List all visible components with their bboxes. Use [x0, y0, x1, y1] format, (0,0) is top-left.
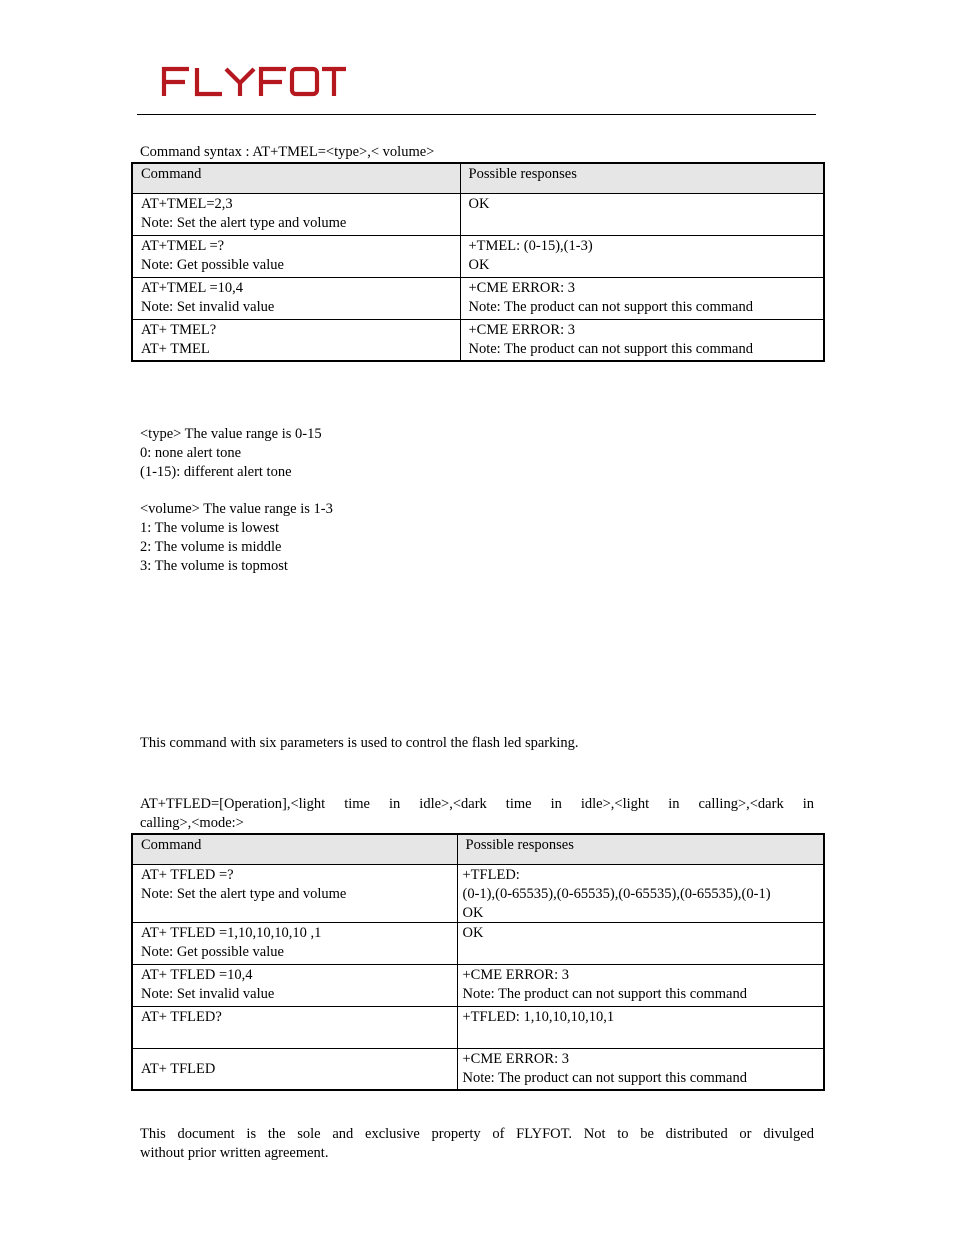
- response-text: +CME ERROR: 3: [468, 321, 575, 338]
- type-range-line: <type> The value range is 0-15: [140, 426, 322, 442]
- command-text: AT+ TFLED =1,10,10,10,10 ,1: [141, 924, 322, 941]
- response-text: +CME ERROR: 3: [462, 966, 569, 983]
- command-cell: [132, 1048, 457, 1090]
- command-text: AT+TMEL =?: [141, 237, 225, 254]
- command-cell: [132, 277, 460, 319]
- table1-caption: Command syntax : AT+TMEL=<type>,< volume>: [140, 144, 435, 160]
- table-row: [132, 1006, 824, 1048]
- column-header-responses: Possible responses: [457, 834, 824, 864]
- command-text: AT+ TFLED: [141, 1060, 216, 1077]
- response-note: Note: The product can not support this command: [468, 299, 753, 315]
- table-row: [132, 193, 824, 235]
- command-cell: [132, 964, 457, 1006]
- command-cell: [132, 319, 460, 361]
- response-cell: [460, 235, 824, 277]
- command-cell: [132, 193, 460, 235]
- table-row: [132, 235, 824, 277]
- command-note: Note: Set the alert type and volume: [141, 215, 347, 231]
- table-row: [132, 864, 824, 922]
- footer-confidentiality-notice: [140, 1125, 814, 1163]
- response-text: +TFLED: 1,10,10,10,10,1: [462, 1008, 615, 1025]
- command-text: AT+TMEL =10,4: [141, 279, 244, 296]
- table-row: [132, 964, 824, 1006]
- response-note: Note: The product can not support this command: [462, 1070, 747, 1086]
- caption-line: calling>,<mode:>: [140, 815, 244, 831]
- command-cell: [132, 235, 460, 277]
- response-cell: [460, 277, 824, 319]
- tfled-command-table: [131, 833, 825, 1091]
- command-cell: [132, 864, 457, 922]
- volume-range-line: <volume> The value range is 1-3: [140, 501, 333, 517]
- tfled-description: This command with six parameters is used to control the flash led sparking.: [140, 735, 579, 751]
- table-row: [132, 922, 824, 964]
- command-note: Note: Get possible value: [141, 944, 284, 960]
- command-note: Note: Get possible value: [141, 257, 284, 273]
- volume-value-line: 1: The volume is lowest: [140, 520, 280, 536]
- response-text: OK: [462, 924, 484, 941]
- column-header-responses: Possible responses: [460, 163, 824, 193]
- footer-line: This document is the sole and exclusive property of FLYFOT. Not to be distributed or divulged: [140, 1126, 814, 1142]
- command-note: Note: Set the alert type and volume: [141, 886, 347, 902]
- response-text: +TMEL: (0-15),(1-3): [468, 237, 593, 254]
- response-cell: [457, 922, 824, 964]
- response-text: OK: [462, 904, 484, 921]
- table-header-row: [132, 834, 824, 864]
- logo-graphic: [160, 66, 348, 98]
- command-note: Note: Set invalid value: [141, 986, 275, 1002]
- type-value-line: (1-15): different alert tone: [140, 464, 292, 480]
- command-text: AT+ TFLED =10,4: [141, 966, 253, 983]
- volume-parameter-block: [140, 500, 333, 576]
- table2-caption: [140, 795, 814, 833]
- tmel-command-table: [131, 162, 825, 362]
- flyfot-logo: [160, 66, 348, 98]
- command-text: AT+ TFLED?: [141, 1008, 222, 1025]
- command-note: Note: Set invalid value: [141, 299, 275, 315]
- command-text: AT+ TFLED =?: [141, 866, 234, 883]
- response-cell: [457, 964, 824, 1006]
- table-row: [132, 319, 824, 361]
- response-text: (0-1),(0-65535),(0-65535),(0-65535),(0-65535),(0-1): [462, 886, 771, 902]
- volume-value-line: 2: The volume is middle: [140, 539, 282, 555]
- response-cell: [457, 1048, 824, 1090]
- caption-line: AT+TFLED=[Operation],<light time in idle>,<dark time in idle>,<light in calling>,<dark in: [140, 796, 814, 812]
- header-divider: [137, 114, 816, 115]
- response-text: OK: [468, 257, 490, 273]
- footer-line: without prior written agreement.: [140, 1145, 329, 1161]
- volume-value-line: 3: The volume is topmost: [140, 558, 288, 574]
- response-text: OK: [468, 195, 490, 212]
- response-cell: [460, 193, 824, 235]
- response-cell: [457, 1006, 824, 1048]
- response-text: +TFLED:: [462, 866, 520, 883]
- type-parameter-block: [140, 425, 322, 482]
- response-note: Note: The product can not support this command: [468, 341, 753, 357]
- table-row: [132, 277, 824, 319]
- command-text: AT+ TMEL: [141, 341, 210, 357]
- type-value-line: 0: none alert tone: [140, 445, 242, 461]
- column-header-command: Command: [132, 834, 457, 864]
- response-note: Note: The product can not support this command: [462, 986, 747, 1002]
- response-text: +CME ERROR: 3: [462, 1050, 569, 1067]
- command-cell: [132, 922, 457, 964]
- response-cell: [457, 864, 824, 922]
- table-row: [132, 1048, 824, 1090]
- response-text: +CME ERROR: 3: [468, 279, 575, 296]
- response-cell: [460, 319, 824, 361]
- column-header-command: Command: [132, 163, 460, 193]
- table-header-row: [132, 163, 824, 193]
- command-text: AT+TMEL=2,3: [141, 195, 233, 212]
- command-text: AT+ TMEL?: [141, 321, 217, 338]
- command-cell: [132, 1006, 457, 1048]
